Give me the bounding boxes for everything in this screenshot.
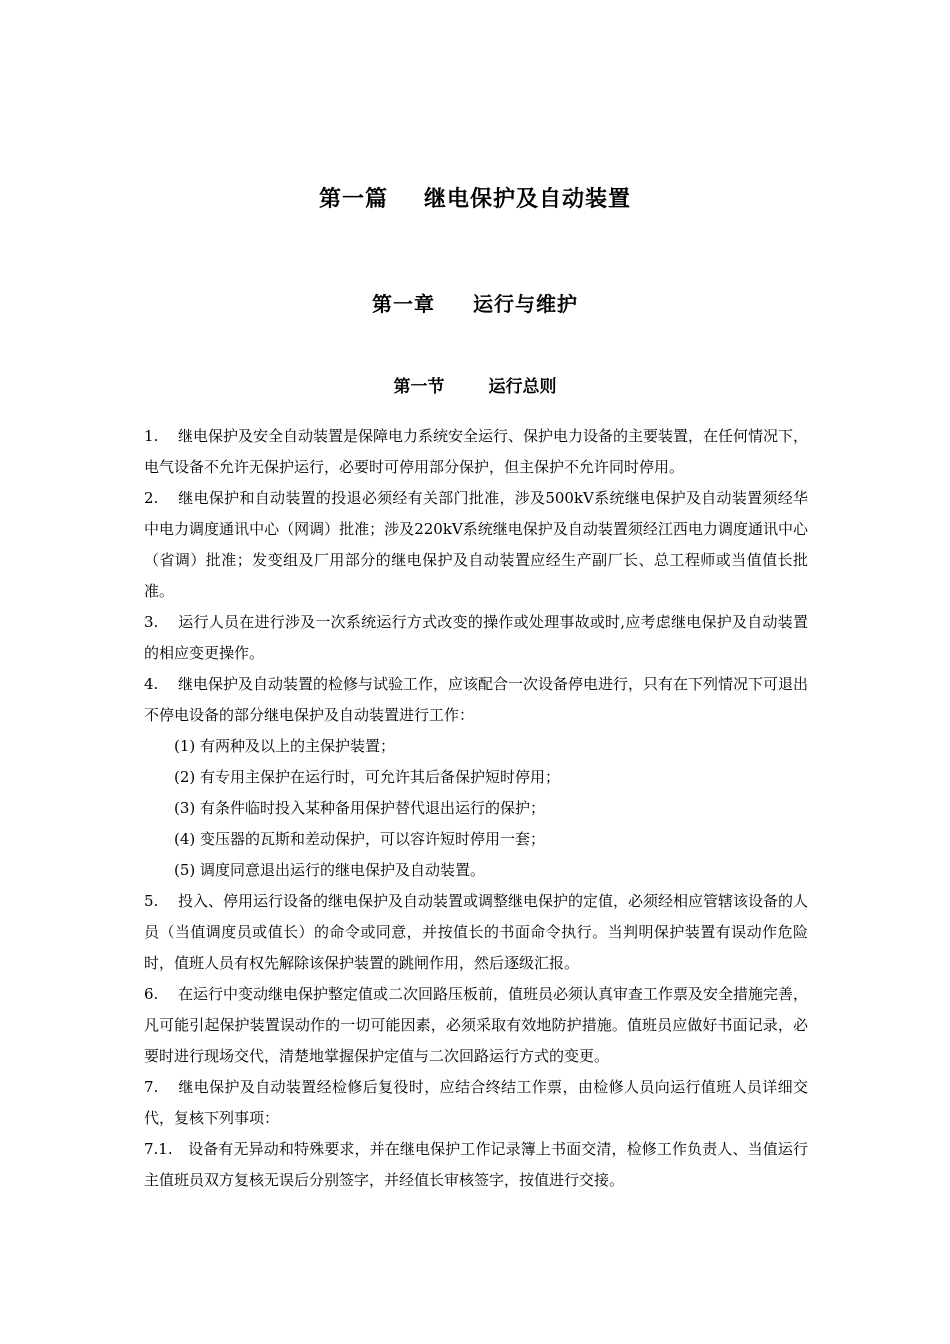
list-item [144,607,808,669]
list-item [144,886,808,979]
list-item [144,483,808,607]
document-body [144,421,808,1196]
item-number: 3. [144,613,159,631]
item-number: 4. [144,675,159,693]
item-number: 6. [144,985,159,1003]
part-title [0,182,950,213]
item-number: 7. [144,1078,159,1096]
item-number: 5. [144,892,159,910]
list-item [144,669,808,731]
list-item [144,979,808,1072]
item-text: 投入、停用运行设备的继电保护及自动装置或调整继电保护的定值，必须经相应管辖该设备的人员（当值调度员或值长）的命令或同意，并按值长的书面命令执行。当判明保护装置有误动作危险时，值班人员有权先解除该保护装置的跳闸作用，然后逐级汇报。 [144,892,809,972]
item-text: 运行人员在进行涉及一次系统运行方式改变的操作或处理事故或时,应考虑继电保护及自动装置的相应变更操作。 [144,613,808,662]
part-title-name: 继电保护及自动装置 [424,186,632,212]
chapter-title [0,288,950,317]
sub-item: (4) 变压器的瓦斯和差动保护，可以容许短时停用一套； [174,830,546,848]
item-text: 继电保护和自动装置的投退必须经有关部门批准，涉及500kV系统继电保护及自动装置须经华中电力调度通讯中心（网调）批准；涉及220kV系统继电保护及自动装置须经江西电力调度通讯中心（省调）批准；发变组及厂用部分的继电保护及自动装置应经生产副厂长、总工程师或当值值长批准。 [144,489,808,600]
section-title-prefix: 第一节 [393,377,445,397]
sub-item: (2) 有专用主保护在运行时，可允许其后备保护短时停用； [174,768,561,786]
chapter-title-prefix: 第一章 [372,292,435,316]
sub-item: (3) 有条件临时投入某种备用保护替代退出运行的保护； [174,799,546,817]
item-text: 设备有无异动和特殊要求，并在继电保护工作记录簿上书面交清，检修工作负责人、当值运行主值班员双方复核无误后分别签字，并经值长审核签字，按值进行交接。 [144,1140,808,1189]
item-number: 2. [144,489,159,507]
item-text: 继电保护及安全自动装置是保障电力系统安全运行、保护电力设备的主要装置，在任何情况下，电气设备不允许无保护运行，必要时可停用部分保护，但主保护不允许同时停用。 [144,427,809,476]
sub-item: (1) 有两种及以上的主保护装置； [174,737,396,755]
item-text: 继电保护及自动装置经检修后复役时，应结合终结工作票，由检修人员向运行值班人员详细交代，复核下列事项： [144,1078,808,1127]
list-item [144,421,808,483]
item-number: 1. [144,427,159,445]
list-item [144,1072,808,1134]
list-item [144,1134,808,1196]
sub-item: (5) 调度同意退出运行的继电保护及自动装置。 [174,861,486,879]
section-title [0,372,950,397]
item-text: 继电保护及自动装置的检修与试验工作，应该配合一次设备停电进行，只有在下列情况下可退出不停电设备的部分继电保护及自动装置进行工作： [144,675,809,724]
item-text: 在运行中变动继电保护整定值或二次回路压板前，值班员必须认真审查工作票及安全措施完善，凡可能引起保护装置误动作的一切可能因素，必须采取有效地防护措施。值班员应做好书面记录，必要时进行现场交代，清楚地掌握保护定值与二次回路运行方式的变更。 [144,985,809,1065]
part-title-prefix: 第一篇 [318,186,388,212]
item-number: 7.1. [144,1140,173,1158]
chapter-title-name: 运行与维护 [473,292,578,316]
section-title-name: 运行总则 [488,377,557,397]
